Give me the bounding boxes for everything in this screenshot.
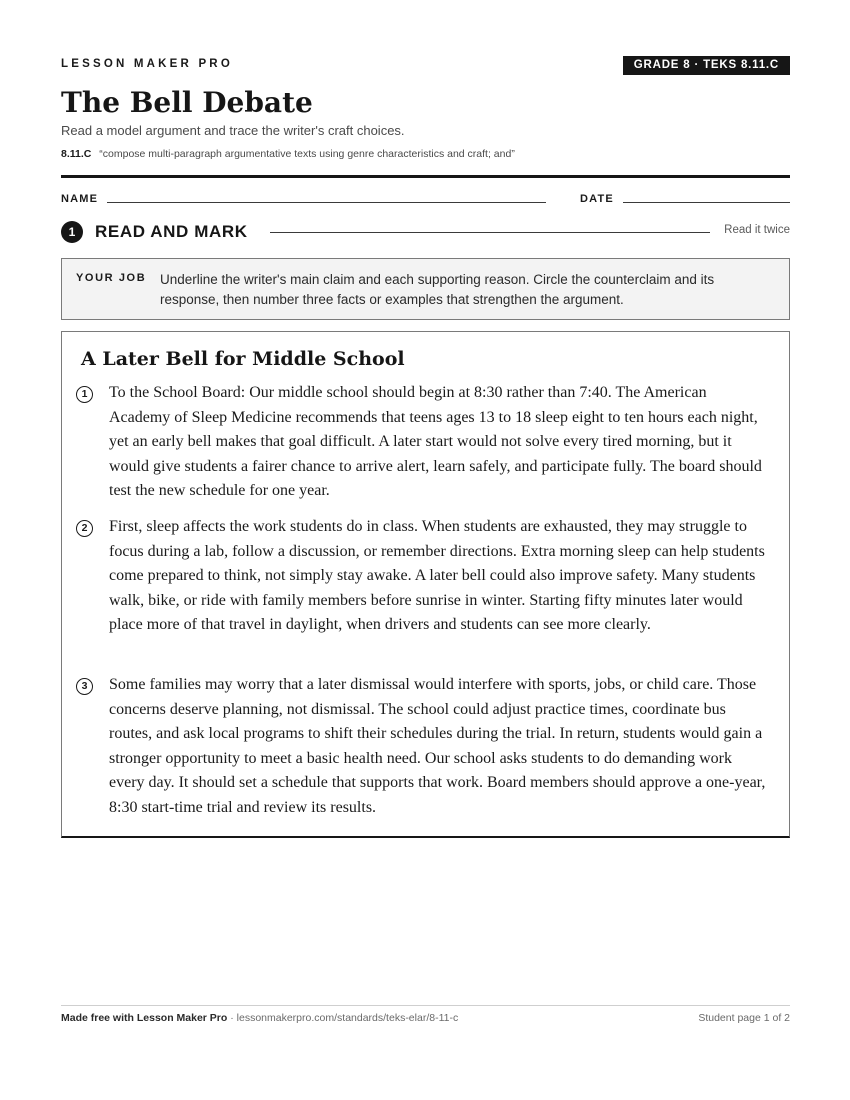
standard-code: 8.11.C	[61, 148, 92, 160]
date-field[interactable]	[623, 202, 790, 203]
article-paragraph: First, sleep affects the work students do in class. When students are exhausted, they may struggle to focus during a lab, follow a discussion, or remember directions. Extra morning sleep can help students come prepared to think, not simply stay awake. A later bell could also improve safety. Many students walk, bike, or ride with family members before sunrise in winter. Starting fifty minutes later would place more of that travel in daylight, when drivers and students can see more clearly.	[109, 518, 765, 633]
instructions-box	[61, 258, 790, 320]
footer-separator: ·	[227, 1012, 237, 1024]
paragraph-number: 2	[76, 520, 93, 537]
section-title: READ AND MARK	[95, 222, 248, 241]
article-paragraph: Some families may worry that a later dismissal would interfere with sports, jobs, or child care. Those concerns deserve planning, not dismissal. The school could adjust practice times, coordinate bus routes, and ask local programs to shift their schedules during the trial. In return, students would gain a stronger opportunity to meet a basic health need. Our school asks students to do demanding work every day. It should set a schedule that supports that work. Board members should approve a one-year, 8:30 start-time trial and review its results.	[109, 676, 766, 816]
footer-made-by: Made free with Lesson Maker Pro	[61, 1012, 228, 1024]
footer-credit	[61, 1012, 458, 1024]
footer-url[interactable]: lessonmakerpro.com/standards/teks-elar/8-11-c	[236, 1012, 459, 1024]
section-note: Read it twice	[724, 224, 790, 236]
student-fields	[61, 191, 790, 207]
article-title: A Later Bell for Middle School	[81, 348, 405, 370]
paragraph-number: 1	[76, 386, 93, 403]
section-heading	[61, 220, 790, 244]
worksheet-page	[61, 0, 790, 1100]
date-label: DATE	[580, 193, 614, 205]
page-subtitle: Read a model argument and trace the writer's craft choices.	[61, 123, 405, 138]
header-divider	[61, 175, 790, 178]
paragraph-number: 3	[76, 678, 93, 695]
grade-badge: GRADE 8 · TEKS 8.11.C	[623, 56, 790, 75]
brand-name: LESSON MAKER PRO	[61, 58, 233, 70]
top-bar	[61, 56, 790, 78]
article-paragraph: To the School Board: Our middle school should begin at 8:30 rather than 7:40. The American Academy of Sleep Medicine recommends that teens ages 13 to 18 sleep eight to ten hours each night, yet an early bell makes that goal difficult. A later start would not solve every tired morning, but it would give students a fairer chance to arrive alert, learn safely, and participate fully. The board should test the new schedule for one year.	[109, 384, 762, 499]
instructions-label: YOUR JOB	[76, 272, 147, 284]
standard-line	[61, 148, 515, 160]
standard-text: “compose multi-paragraph argumentative texts using genre characteristics and craft; and”	[99, 148, 515, 160]
name-field[interactable]	[107, 202, 546, 203]
section-rule	[270, 232, 710, 233]
footer-divider	[61, 1005, 790, 1006]
instructions-text: Underline the writer's main claim and each supporting reason. Circle the counterclaim and its response, then number three facts or examples that strengthen the argument.	[160, 272, 715, 307]
name-label: NAME	[61, 193, 99, 205]
article-box	[61, 331, 790, 838]
page-indicator: Student page 1 of 2	[698, 1012, 790, 1024]
page-title: The Bell Debate	[61, 86, 313, 119]
step-number-badge: 1	[61, 221, 83, 243]
